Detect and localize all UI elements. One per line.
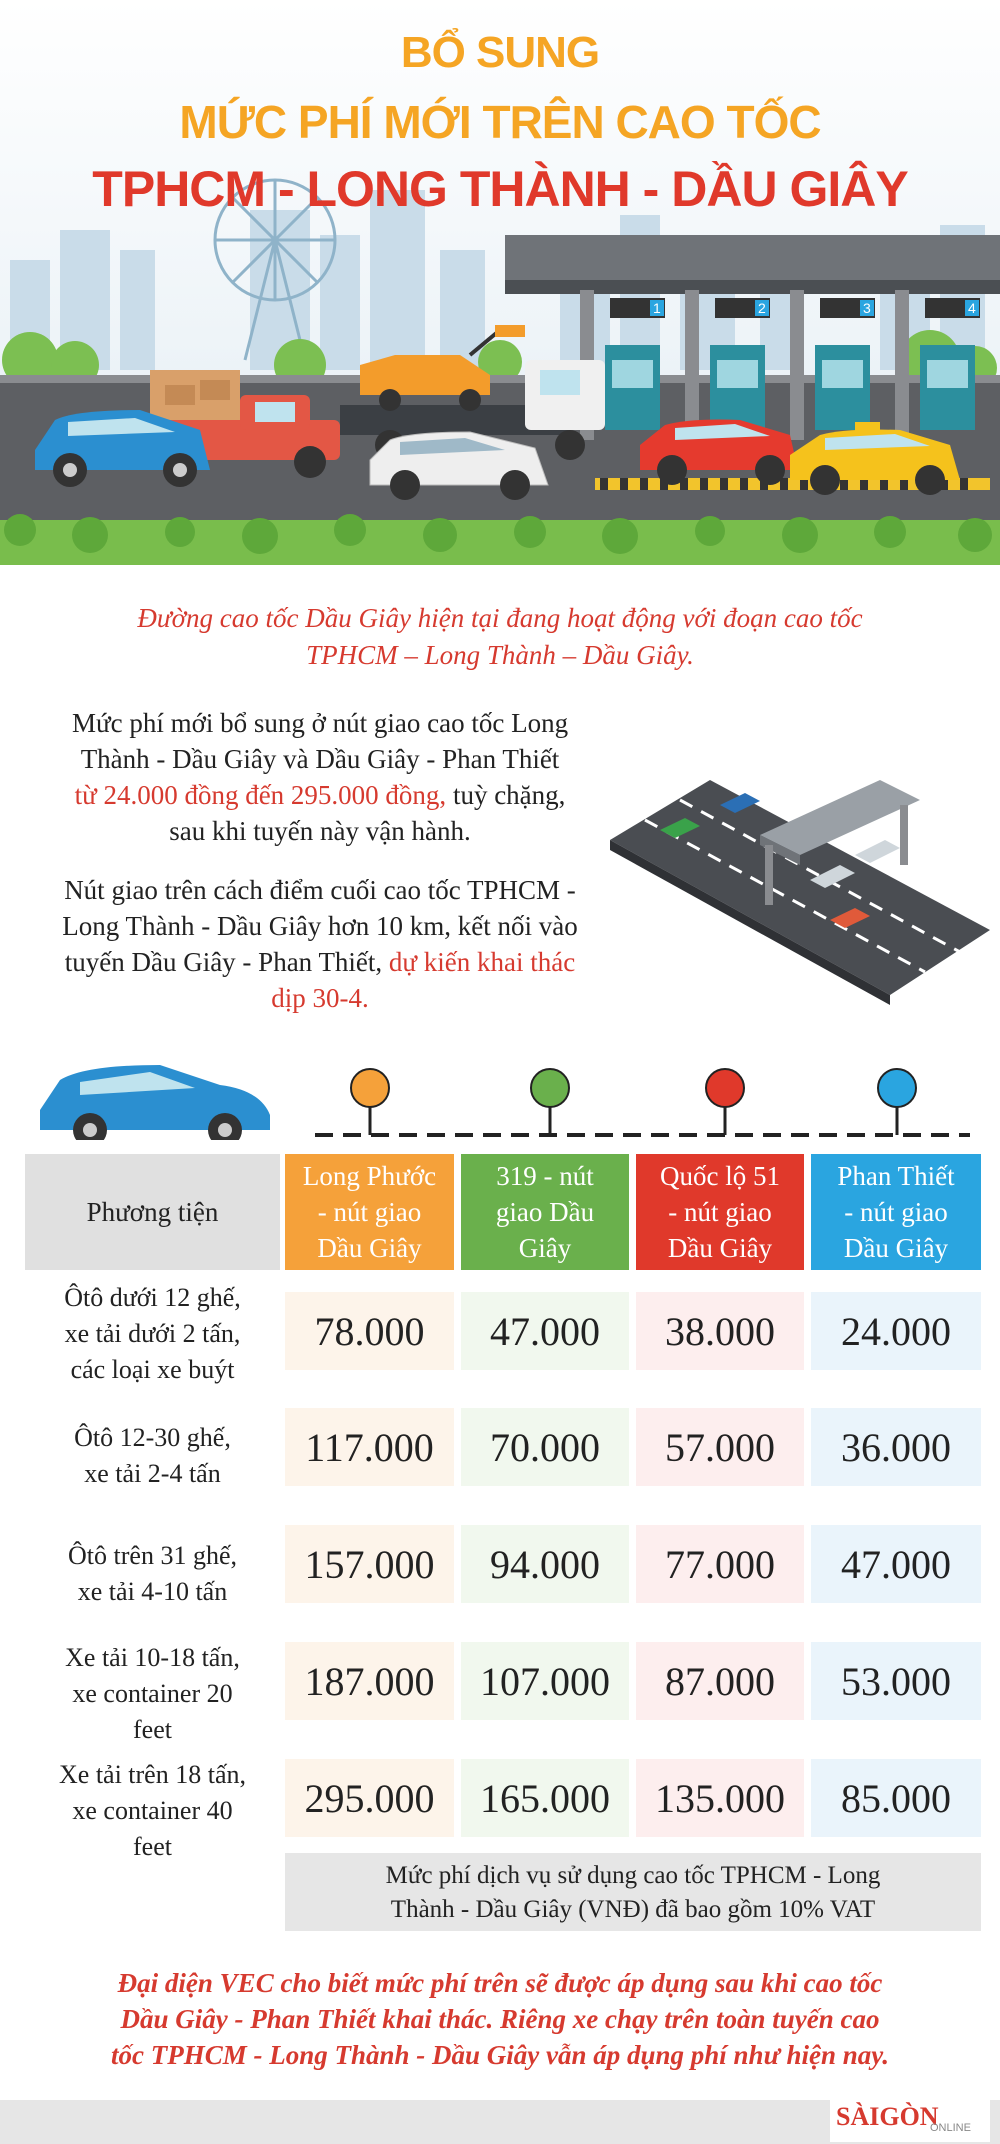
header-banner (0, 0, 1000, 565)
row-label-1: Ôtô dưới 12 ghế, xe tải dưới 2 tấn, các loại xe buýt (64, 1283, 241, 1384)
fee-cell: 117.000 (285, 1408, 454, 1486)
gate-number-2: 2 (758, 300, 766, 316)
intro-line-1: Đường cao tốc Dầu Giây hiện tại đang hoạt động với đoạn cao tốc (137, 603, 863, 633)
para1-line-1: Mức phí mới bổ sung ở nút giao cao tốc Long (71, 708, 569, 738)
fee-cell: 135.000 (636, 1759, 804, 1837)
title-line-3: TPHCM - LONG THÀNH - DẦU GIÂY (92, 161, 908, 217)
para2-line-1: Nút giao trên cách điểm cuối cao tốc TPHCM - (64, 875, 576, 905)
gate-number-1: 1 (653, 300, 661, 316)
fee-cell: 38.000 (636, 1292, 804, 1370)
orange-pin-icon (351, 1069, 389, 1107)
fee-cell: 107.000 (461, 1642, 629, 1720)
green-pin-icon (531, 1069, 569, 1107)
table-footnote: Mức phí dịch vụ sử dụng cao tốc TPHCM - Long Thành - Dầu Giây (VNĐ) đã bao gồm 10% VAT (285, 1853, 981, 1931)
gate-number-3: 3 (863, 300, 871, 316)
fee-cell: 165.000 (461, 1759, 629, 1837)
fee-cell: 47.000 (461, 1292, 629, 1370)
para2-line-4: dịp 30-4. (271, 983, 369, 1013)
para1-line-4: sau khi tuyến này vận hành. (169, 816, 471, 846)
footer-line-3: tốc TPHCM - Long Thành - Dầu Giây vẫn áp dụng phí như hiện nay. (110, 2040, 890, 2070)
fee-cell: 85.000 (811, 1759, 981, 1837)
route-pins-line (300, 1060, 980, 1140)
para2-line-2: Long Thành - Dầu Giây hơn 10 km, kết nối vào (62, 911, 578, 941)
column-header-phan-thiet: Phan Thiết - nút giao Dầu Giây (811, 1154, 981, 1270)
column-header-319: 319 - nút giao Dầu Giây (461, 1154, 629, 1270)
fee-cell: 295.000 (285, 1759, 454, 1837)
title-line-1: BỔ SUNG (400, 28, 600, 77)
row-label-4: Xe tải 10-18 tấn, xe container 20 feet (65, 1643, 240, 1744)
fee-cell: 187.000 (285, 1642, 454, 1720)
fee-cell: 53.000 (811, 1642, 981, 1720)
fee-cell: 78.000 (285, 1292, 454, 1370)
saigon-online-logo (830, 2098, 990, 2142)
blue-pin-icon (878, 1069, 916, 1107)
column-header-long-phuoc: Long Phước - nút giao Dầu Giây (285, 1154, 454, 1270)
vec-statement (0, 1965, 1000, 2073)
intro-line-2: TPHCM – Long Thành – Dầu Giây. (306, 640, 694, 670)
title-line-2: MỨC PHÍ MỚI TRÊN CAO TỐC (179, 96, 821, 148)
vehicle-column-header: Phương tiện (25, 1154, 280, 1270)
city-traffic-illustration (0, 0, 1000, 565)
fee-cell: 36.000 (811, 1408, 981, 1486)
gate-number-4: 4 (968, 300, 976, 316)
table-car-icon (30, 1040, 280, 1140)
toll-plaza-isometric-illustration (600, 760, 990, 1010)
row-label-5: Xe tải trên 18 tấn, xe container 40 feet (59, 1760, 246, 1861)
fee-range-paragraph (20, 705, 620, 849)
para2-line-3-highlight: dự kiến khai thác (388, 947, 576, 977)
fee-range-highlight: từ 24.000 đồng đến 295.000 đồng, (74, 780, 447, 810)
footer-line-1: Đại diện VEC cho biết mức phí trên sẽ được áp dụng sau khi cao tốc (117, 1968, 883, 1998)
fee-cell: 57.000 (636, 1408, 804, 1486)
column-header-ql51: Quốc lộ 51 - nút giao Dầu Giây (636, 1154, 804, 1270)
fee-cell: 157.000 (285, 1525, 454, 1603)
para1-line-3 (20, 777, 620, 813)
para1-line-2: Thành - Dầu Giây và Dầu Giây - Phan Thiết (80, 744, 560, 774)
row-label-2: Ôtô 12-30 ghế, xe tải 2-4 tấn (74, 1423, 231, 1488)
footer-line-2: Dầu Giây - Phan Thiết khai thác. Riêng xe chạy trên toàn tuyến cao (120, 2004, 880, 2034)
para2-line-3-text: tuyến Dầu Giây - Phan Thiết, (64, 947, 389, 977)
fee-cell: 24.000 (811, 1292, 981, 1370)
fee-cell: 70.000 (461, 1408, 629, 1486)
intro-text (0, 600, 1000, 674)
red-pin-icon (706, 1069, 744, 1107)
para1-line-3-rest: tuỳ chặng, (446, 780, 566, 810)
fee-cell: 47.000 (811, 1525, 981, 1603)
row-label-3: Ôtô trên 31 ghế, xe tải 4-10 tấn (68, 1541, 237, 1606)
logo-text: SÀIGÒN (836, 2102, 939, 2131)
fee-cell: 77.000 (636, 1525, 804, 1603)
logo-subtext: ONLINE (930, 2122, 971, 2134)
interchange-paragraph (20, 872, 620, 1016)
fee-cell: 94.000 (461, 1525, 629, 1603)
fee-cell: 87.000 (636, 1642, 804, 1720)
para2-line-3 (20, 944, 620, 980)
